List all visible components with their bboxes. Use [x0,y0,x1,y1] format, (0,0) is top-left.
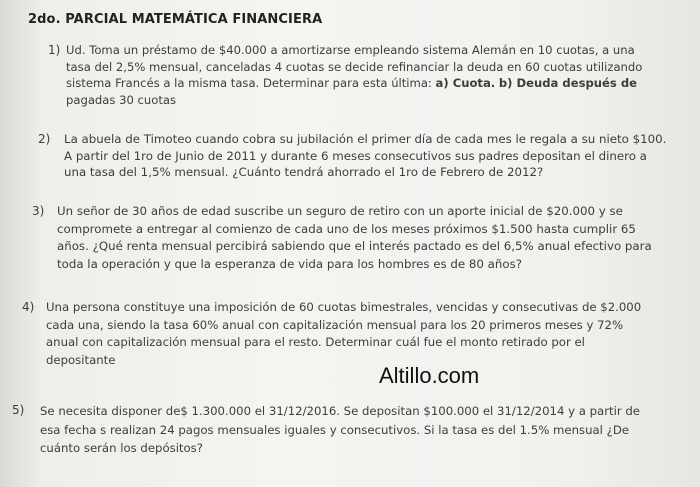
question-line: Una persona constituye una imposición de 60 cuotas bimestrales, vencidas y consecutivas de $2.000 [46,300,642,314]
question-line: Un señor de 30 años de edad suscribe un seguro de retiro con un aporte inicial de $20.000 y se [57,204,623,218]
question-text [66,42,676,108]
question-4 [22,299,692,379]
question-line: toda la operación y que la esperanza de vida para los hombres es de 80 años? [57,256,522,271]
question-line: esa fecha s realizan 24 pagos mensuales iguales y consecutivos. Si la tasa es del 1.5% mensual ¿De [40,422,630,437]
question-line: anual con capitalización mensual para el resto. Determinar cuál fue el monto retirado por el [46,335,585,349]
watermark-text: Altillo.com [379,363,480,388]
question-line: una tasa del 1,5% mensual. ¿Cuánto tendrá ahorrado el 1ro de Febrero de 2012? [64,165,544,179]
question-line: Se necesita disponer de$ 1.300.000 el 31/12/2016. Se depositan $100.000 el 31/12/2014 y a partir de [40,404,640,418]
question-line [66,75,676,92]
exam-title: 2do. PARCIAL MATEMÁTICA FINANCIERA [28,12,323,27]
question-number: 2) [38,132,51,146]
question-line: La abuela de Timoteo cuando cobra su jubilación el primer día de cada mes le regala a su nieto $100. [64,132,667,146]
question-1 [48,42,688,112]
question-3 [32,203,692,278]
question-line: compromete a entregar al comienzo de cada uno de los meses próximos $1.500 hasta cumplir 65 [57,221,636,236]
sub-question-a: a) Cuota. [435,76,496,90]
question-number: 3) [32,204,45,218]
question-line: Ud. Toma un préstamo de $40.000 a amortizarse empleando sistema Alemán en 10 cuotas, a una [66,43,635,57]
question-5 [12,402,697,464]
question-2 [38,131,688,186]
question-text [64,131,684,181]
question-number: 5) [12,403,25,417]
question-line-part: sistema Francés a la misma tasa. Determinar para esta última: [66,76,432,90]
question-line: años. ¿Qué renta mensual percibirá sabiendo que el interés pactado es del 6,5% anual efectivo para [57,239,652,253]
question-line: cada una, siendo la tasa 60% anual con capitalización mensual para los 20 primeros meses y 72% [46,317,624,332]
question-text [46,299,692,369]
question-number: 4) [22,300,35,314]
question-line: tasa del 2,5% mensual, canceladas 4 cuotas se decide refinanciar la deuda en 60 cuotas utilizando [66,59,643,74]
question-line: depositante [46,352,116,367]
question-line: A partir del 1ro de Junio de 2011 y durante 6 meses consecutivos sus padres depositan el dinero a [64,148,647,163]
question-text [57,203,692,273]
question-line: cuánto serán los depósitos? [40,441,203,455]
sub-question-b: b) Deuda después de [498,76,637,90]
question-text [40,402,696,458]
question-line: pagadas 30 cuotas [66,92,177,107]
question-number: 1) [48,43,61,57]
